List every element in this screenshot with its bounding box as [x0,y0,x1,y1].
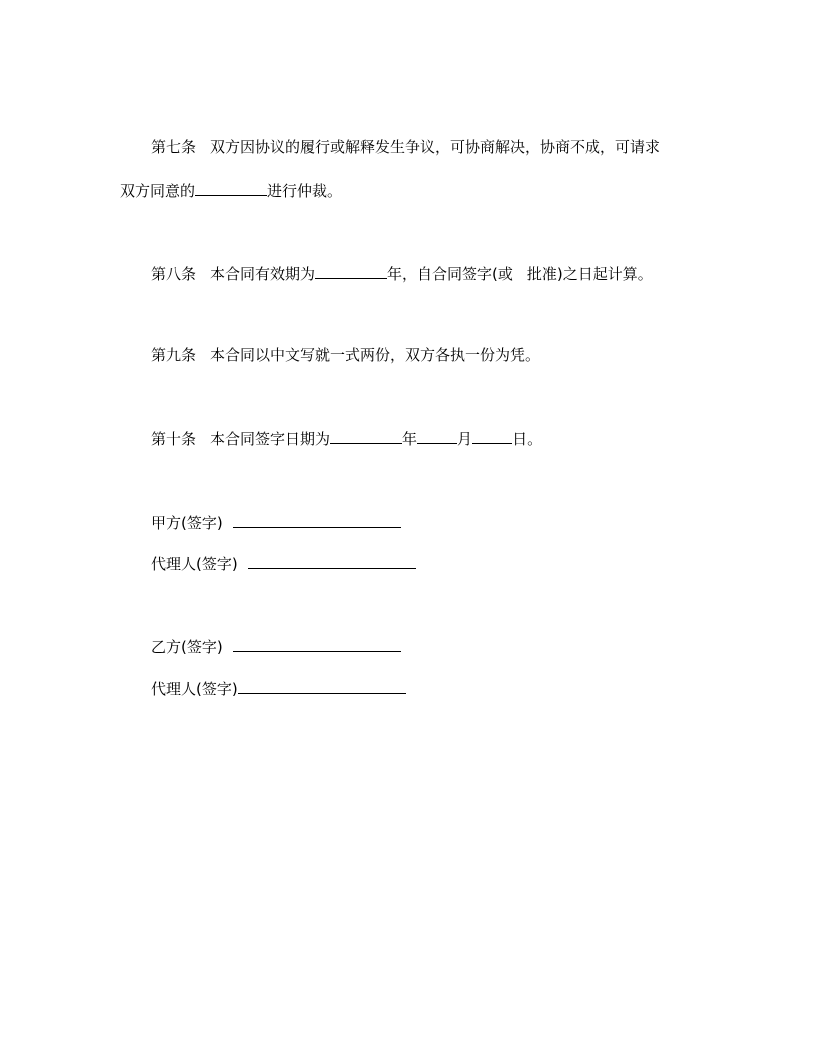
signing-year-blank[interactable] [330,428,402,444]
month-label: 月 [457,430,473,448]
validity-years-blank[interactable] [315,263,387,279]
article-9 [151,345,540,365]
party-a-agent-signature-line[interactable] [248,553,416,569]
party-b-signature [151,636,401,656]
party-a-label: 甲方(签字) [151,514,223,532]
article-8-text-tail: 批准)之日起计算。 [526,265,653,283]
party-a-agent-label: 代理人(签字) [151,555,238,573]
arbitration-body-blank[interactable] [195,180,267,196]
party-b-signature-line[interactable] [233,636,401,652]
article-7-line-1 [151,137,660,157]
article-7-heading: 第七条 [151,138,197,156]
party-a-agent-signature [151,553,416,573]
article-7-text: 双方因协议的履行或解释发生争议，可协商解决，协商不成，可请求 [210,138,661,156]
party-b-agent-label: 代理人(签字) [151,680,238,698]
article-10 [151,428,542,448]
article-7-text-after-blank: 进行仲裁。 [267,182,343,200]
signing-month-blank[interactable] [417,428,457,444]
article-9-text: 本合同以中文写就一式两份，双方各执一份为凭。 [210,346,541,364]
party-a-signature-line[interactable] [233,512,401,528]
article-9-heading: 第九条 [151,346,197,364]
article-8-text-after-blank: 年，自合同签字(或 [387,265,513,283]
year-label: 年 [402,430,418,448]
article-7-line-2 [120,180,342,200]
article-10-text-before-blank: 本合同签字日期为 [210,430,331,448]
party-b-agent-signature-line[interactable] [238,678,406,694]
day-label: 日。 [512,430,543,448]
article-8 [151,263,653,283]
party-a-signature [151,512,401,532]
article-10-heading: 第十条 [151,430,197,448]
party-b-label: 乙方(签字) [151,638,223,656]
article-7-text-before-blank: 双方同意的 [120,182,196,200]
party-b-agent-signature [151,678,406,698]
signing-day-blank[interactable] [472,428,512,444]
article-8-heading: 第八条 [151,265,197,283]
article-8-text-before-blank: 本合同有效期为 [210,265,316,283]
